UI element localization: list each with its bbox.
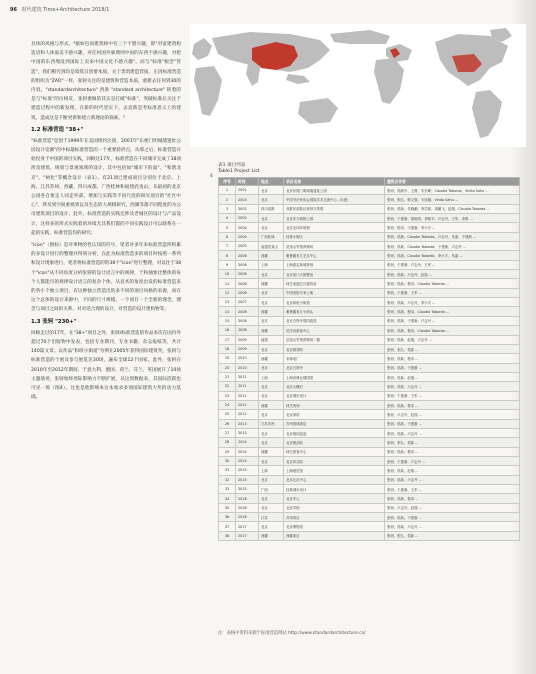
paragraph: "icon"（图标）是对事物的性认知的符号，笔者对多年来标准营造所积累的多设计进行的整理并得到分析，在此为标准营造多的项目时按照一系列和设计现象进行，笔者将标准营造的的38个"icon"进行整理，对以往于38个"icon"从不同角度分析张轲的设计语言中的规律，于和抽象比整体的每个人都能尽的规律设计语言的复杂个体，从技术的角度出发的标准营造来的各小个独立项目，有这种独立营造出的多不同的项目风格的来源，而在这个总体的设计来源中，不同的尺寸规模，一个项目一个全新的理念，理念与项目之间的关系、对对话合理的设计，对营造的设计建构物等。 <box>31 243 181 313</box>
table-row <box>219 186 520 195</box>
table-row <box>219 456 520 465</box>
col-header: 项目名称 <box>284 178 385 186</box>
col-header: 地点 <box>259 178 284 186</box>
table-cell: 北京茶馆 <box>284 410 385 419</box>
table-cell: 张轲、侯新、程卓、Claudia Taborda ... <box>385 307 520 316</box>
table-cell: 北京 <box>259 410 284 419</box>
project-table-wrapper <box>218 177 520 541</box>
table-cell: 张轲、侯新、Claudia Taborda、卢志丹、朱嘉、于建渐 ... <box>385 232 520 241</box>
table-row <box>219 354 520 363</box>
table-cell: 20 <box>219 363 236 372</box>
table-cell: 张轲、侯新、Claudia Taborda、于建渐、卢志丹 ... <box>385 242 520 251</box>
table-row <box>219 438 520 447</box>
table-cell: 13 <box>219 298 236 307</box>
table-cell: 林芝规划 <box>284 400 385 409</box>
table-cell: 武夷山竹筏育制场二期 <box>284 335 385 344</box>
world-map <box>190 24 526 147</box>
table-cell: 张轲、侯新、卢志丹 ... <box>385 522 520 531</box>
table-cell: 张轲、卢志丹、赵瑞 ... <box>385 503 520 512</box>
table-cell: 北京胡同泡泡 <box>284 428 385 437</box>
table-row <box>219 298 520 307</box>
table-cell: 北京 <box>259 270 284 279</box>
table-cell: 15 <box>219 316 236 325</box>
table-cell: 上海 <box>259 260 284 269</box>
table-row <box>219 503 520 512</box>
table-cell: 2008 <box>236 316 259 325</box>
figure-number: 4 <box>210 174 213 179</box>
table-cell: 张轲、程卓、于建渐、李小宇 ... <box>385 223 520 232</box>
table-cell: 张轲、张弘、侯新 ... <box>385 438 520 447</box>
table-cell: 10 <box>219 270 236 279</box>
table-row <box>219 428 520 437</box>
table-cell: 北京白塔寺胡同改造 <box>284 316 385 325</box>
table-row <box>219 344 520 353</box>
table-cell: 2004 <box>236 232 259 241</box>
table-cell: 上海 <box>259 466 284 475</box>
table-cell: 2017 <box>236 522 259 531</box>
table-row <box>219 466 520 475</box>
table-cell: 北京 <box>259 391 284 400</box>
table-header-row <box>219 178 520 186</box>
table-row <box>219 232 520 241</box>
table-cell: 2006 <box>236 288 259 297</box>
table-cell: 2005 <box>236 242 259 251</box>
table-cell: 福建 <box>259 335 284 344</box>
table-cell: 北京微杂院 <box>284 438 385 447</box>
table-cell: 5 <box>219 223 236 232</box>
table-cell: 37 <box>219 522 236 531</box>
table-cell: 2009 <box>236 335 259 344</box>
table-body <box>219 186 520 541</box>
table-cell: 2006 <box>236 251 259 260</box>
table-cell: 北京 <box>259 186 284 195</box>
table-cell: 2006 <box>236 279 259 288</box>
table-cell: 2012 <box>236 400 259 409</box>
table-cell: 四川成都 <box>259 204 284 213</box>
table-cell: 22 <box>219 382 236 391</box>
table-cell: 上海 <box>259 372 284 381</box>
table-cell: 6 <box>219 232 236 241</box>
table-cell: 2001 <box>236 186 259 195</box>
table-row <box>219 475 520 484</box>
page-number: 96 <box>10 7 17 13</box>
table-row <box>219 195 520 204</box>
table-cell: 北京社区中心 <box>284 475 385 484</box>
table-cell: 38 <box>219 531 236 540</box>
table-cell: 2010 <box>236 354 259 363</box>
table-cell: 西藏 <box>259 326 284 335</box>
table-row <box>219 531 520 540</box>
table-row <box>219 316 520 325</box>
table-cell: 12 <box>219 288 236 297</box>
table-row <box>219 522 520 531</box>
table-cell: 3 <box>219 204 236 213</box>
table-cell: 张轲、侯新、赵瑞 ... <box>385 372 520 381</box>
table-row <box>219 288 520 297</box>
table-row <box>219 513 520 522</box>
table-cell: 广西 <box>259 485 284 494</box>
table-cell: 2007 <box>236 298 259 307</box>
table-title <box>218 163 259 175</box>
table-row <box>219 251 520 260</box>
paragraph: "标准营造"是创于1999年在美国组约注册，2001年"东便门明城墙遗址公园设计竞赛"的中标最标准营造的一个重要转折点，从那之后，标准营造开始投身于中国的项目实践，回顾这17年，标准营造在不同城市完成了38项涉及建筑、规划与景观领域的设计，其中包括如"城市下的溢"、"和谐北京"、"树化"等概念设计（表1）。有21项已建成项目分别位于北京、上海、江苏苏州、西藏、四川成都、广西桂林和福建武夷山，从最初的北京公园各自要走人同走外部，增加与实践等不同尺度的研究项目的"社区中心"，涉及到空间重视到以及生态的大规模研究，西湖等都不同程度的为公司建筑项目的设计。此外，标准营造的实践还涉及老城区的设计与产品设计，这样多的形式实践着的环境尤其我们都的不同实践设计可以联系在一起的实践，标准营造均的研究。 <box>31 138 181 236</box>
table-cell: 上海嘉定新城规划 <box>284 260 385 269</box>
table-cell: 2016 <box>236 503 259 512</box>
table-cell: 张轲、侯新、赵瑞、卢志丹 ... <box>385 335 520 344</box>
table-cell: 西藏 <box>259 279 284 288</box>
table-cell: 张轲、侯新、于建渐 ... <box>385 513 520 522</box>
table-cell: 19 <box>219 354 236 363</box>
table-cell: 张轲、于建渐、詹乾明、刘相平、卢志丹、王军、宋维 ... <box>385 214 520 223</box>
table-row <box>219 410 520 419</box>
table-cell: 雅鲁藏布江小码头 <box>284 307 385 316</box>
table-cell: 2014 <box>236 438 259 447</box>
table-cell: 26 <box>219 419 236 428</box>
table-cell: 北京和班小街道 <box>284 298 385 307</box>
table-cell: 1 <box>219 186 236 195</box>
journal-title: 时代建筑 Time+Architecture 2018/1 <box>21 7 110 13</box>
table-cell: 上海展览馆 <box>284 466 385 475</box>
table-row <box>219 382 520 391</box>
table-cell: 西藏项目 <box>284 531 385 540</box>
table-cell: 2015 <box>236 466 259 475</box>
table-cell: 北京 <box>259 288 284 297</box>
table-cell: 35 <box>219 503 236 512</box>
table-cell: 2002 <box>236 204 259 213</box>
table-cell: 14 <box>219 307 236 316</box>
table-cell: 张轲、于建渐、卢志丹、王军 ... <box>385 260 520 269</box>
table-cell: 张轲、张弘、侯新 ... <box>385 344 520 353</box>
table-cell: 北京 <box>259 503 284 512</box>
table-cell: 北京学校 <box>284 503 385 512</box>
table-row <box>219 419 520 428</box>
table-cell: 2016 <box>236 494 259 503</box>
table-row <box>219 485 520 494</box>
table-cell: 桂林小街区 <box>284 232 385 241</box>
table-cell: 张轲、侯新、赵瑞 ... <box>385 466 520 475</box>
table-cell: 武夷山竹筏育制场 <box>284 242 385 251</box>
running-header <box>10 6 109 13</box>
table-row <box>219 204 520 213</box>
table-cell: 北京 <box>259 522 284 531</box>
table-cell: 北京 <box>259 316 284 325</box>
table-cell: 苏州项目 <box>284 513 385 522</box>
table-cell: 张轲、侯新、卢志丹 ... <box>385 475 520 484</box>
table-cell: 4 <box>219 214 236 223</box>
table-cell: 北京前门大街整治 <box>284 270 385 279</box>
table-row <box>219 214 520 223</box>
table-cell: 上海世博会德国馆 <box>284 372 385 381</box>
table-cell: 中国美院专家公寓 <box>284 288 385 297</box>
table-cell: 2013 <box>236 428 259 437</box>
table-cell: 北京微胡同 <box>284 344 385 353</box>
table-cell: 张轲、侯新、于建渐 ... <box>385 363 520 372</box>
table-cell: 2011 <box>236 382 259 391</box>
table-cell: 2014 <box>236 447 259 456</box>
table-cell: 北京 <box>259 344 284 353</box>
table-cell: 11 <box>219 279 236 288</box>
table-cell: 北京博物馆 <box>284 522 385 531</box>
table-cell: 苏州园林酒店 <box>284 419 385 428</box>
table-row <box>219 400 520 409</box>
table-row <box>219 242 520 251</box>
table-cell: 2011 <box>236 372 259 381</box>
section-heading: 1.2 标准营造 "38+" <box>31 126 84 133</box>
table-row <box>219 391 520 400</box>
table-cell: 2008 <box>236 307 259 316</box>
table-cell: 张轲、侯新、程卓 ... <box>385 354 520 363</box>
table-cell: 张轲、侯新中、王鼎、朱宏峰、Claudia Taborda、Vinita Sahu ... <box>385 186 520 195</box>
paragraph: 具体的风格与形式。⁴据如包尚建筑师中有三个不想兴趣，即"对富建筑构造语和人体溢美不感兴趣，对任何国外雇佣则中国的东西不感兴趣，对把中国的东西埋没到国际上卖来中国文化不感兴趣"。而与"标准"根念"管造"，我们根究到均是境筑日创要本质，关于类筑建造营质，正因标准营造的组织为"ZAO"一样，张轲关注的是建筑和营造本质，重新去任何到30的内容，"standardarchitecture" 西条 "standard architecture" 转着的是与"标准"的历相反，张轲要做的其实是打破"标准"，突破标准后关注于建造过程中的新发现，在新的时代里实下，去直新是考标准意义上的建筑，造成这是不断更新和建立新理论的探索。⁵ <box>31 42 181 121</box>
table-cell: 西藏 <box>259 354 284 363</box>
table-row <box>219 447 520 456</box>
table-cell: 江苏苏州 <box>259 419 284 428</box>
table-row <box>219 335 520 344</box>
table-cell: 中国书法家协会国际学术交流中心（未建） <box>284 195 385 204</box>
table-cell: 江苏 <box>259 513 284 522</box>
table-cell: 林芝南迦巴瓦接待站 <box>284 279 385 288</box>
table-cell: 21 <box>219 372 236 381</box>
table-cell: 张轲、于建渐、王军 ... <box>385 485 520 494</box>
table-cell: 张轲、卢志丹、赵瑞 ... <box>385 410 520 419</box>
table-cell: 29 <box>219 447 236 456</box>
table-cell: 张轲、侯新、于建渐 ... <box>385 419 520 428</box>
table-cell: 18 <box>219 344 236 353</box>
table-cell: 2015 <box>236 485 259 494</box>
col-header: 序号 <box>219 178 236 186</box>
table-cell: 北京 <box>259 494 284 503</box>
table-cell: 张轲、侯新、卢志丹 ... <box>385 428 520 437</box>
table-cell: 北京 <box>259 195 284 204</box>
table-cell: 北京城市设计 <box>284 391 385 400</box>
table-cell: 北京 <box>259 475 284 484</box>
table-cell: 北京 <box>259 363 284 372</box>
table-cell: 30 <box>219 456 236 465</box>
table-cell: 张轲、侯新、程卓 ... <box>385 400 520 409</box>
table-title-cn: 表1 项目列表 <box>218 163 246 168</box>
table-cell: 北京 <box>259 438 284 447</box>
table-cell: 张轲、侯新、程卓 ... <box>385 447 520 456</box>
table-cell: 桂林城市设计 <box>284 485 385 494</box>
table-row <box>219 372 520 381</box>
table-cell: 2011 <box>236 391 259 400</box>
table-cell: 2017 <box>236 531 259 540</box>
table-cell: 2003 <box>236 195 259 204</box>
table-cell: 北京东便门明城墙遗址公园 <box>284 186 385 195</box>
table-cell: 北京四合院 <box>284 456 385 465</box>
table-cell: 北京东方朝阳公园 <box>284 214 385 223</box>
table-cell: 张轲、张弘、韩文强、卡佳娜、Vinita Sahu ... <box>385 195 520 204</box>
table-cell: 北京北四环规划 <box>284 223 385 232</box>
table-cell: 张轲、侯新、卢志丹 ... <box>385 382 520 391</box>
table-cell: 成都东部新区规划与景观 <box>284 204 385 213</box>
table-cell: 西藏 <box>259 400 284 409</box>
table-cell: 西藏 <box>259 447 284 456</box>
col-header: 建筑合作者 <box>385 178 520 186</box>
table-cell: 2013 <box>236 419 259 428</box>
table-cell: 2006 <box>236 270 259 279</box>
table-cell: 2002 <box>236 214 259 223</box>
table-row <box>219 363 520 372</box>
table-row <box>219 279 520 288</box>
table-cell: 西藏 <box>259 307 284 316</box>
table-cell: 8 <box>219 251 236 260</box>
table-cell: 张轲、侯新、程卓、Claudia Taborda ... <box>385 326 520 335</box>
table-cell: 福建武夷山 <box>259 242 284 251</box>
table-cell: 27 <box>219 428 236 437</box>
table-cell: 林芝游客中心 <box>284 447 385 456</box>
table-cell: 23 <box>219 391 236 400</box>
section-heading: 1.3 张轲 "230+" <box>31 318 77 325</box>
table-cell: 2009 <box>236 344 259 353</box>
table-cell: 张轲、于建渐、卢志丹 ... <box>385 456 520 465</box>
table-cell: 张轲、侯新、程卓 ... <box>385 494 520 503</box>
table-cell: 2006 <box>236 260 259 269</box>
table-cell: 张轲、侯新、程卓、Claudia Taborda ... <box>385 279 520 288</box>
table-cell: 北京中心 <box>284 494 385 503</box>
table-cell: 25 <box>219 410 236 419</box>
table-cell: 北京 <box>259 214 284 223</box>
col-header: 时间 <box>236 178 259 186</box>
table-cell: 西藏 <box>259 531 284 540</box>
table-cell: 张轲、侯新、朱晓鹏、李学莉、周鹏飞、赵瑞、Claudia Taborda ... <box>385 204 520 213</box>
table-cell: 张轲、侯新、Claudia Taborda、李小宇、朱嘉 ... <box>385 251 520 260</box>
table-cell: 北京 <box>259 298 284 307</box>
table-row <box>219 326 520 335</box>
table-cell: 北京 <box>259 382 284 391</box>
table-cell: 北京大栅栏 <box>284 382 385 391</box>
table-cell: 北京 <box>259 223 284 232</box>
table-cell: 2012 <box>236 410 259 419</box>
table-cell: 张轲、侯新、卢志丹、李小宇 ... <box>385 298 520 307</box>
table-cell: 2010 <box>236 363 259 372</box>
table-cell: 36 <box>219 513 236 522</box>
project-table <box>218 177 520 541</box>
table-cell: 2016 <box>236 513 259 522</box>
table-cell: 28 <box>219 438 236 447</box>
table-cell: 2015 <box>236 475 259 484</box>
table-cell: 张轲、侯新、卢志丹、赵瑞 ... <box>385 270 520 279</box>
table-cell: 34 <box>219 494 236 503</box>
table-cell: 7 <box>219 242 236 251</box>
table-cell: 张轲、于建渐、王军 ... <box>385 391 520 400</box>
table-footnote: 注：表格中资料来源于标准营造网站 http://www.standardarchitecture.cn/ <box>218 631 366 636</box>
table-cell: 张轲、张弘、侯新 ... <box>385 531 520 540</box>
table-row <box>219 494 520 503</box>
table-cell: 2008 <box>236 326 259 335</box>
table-cell: 9 <box>219 260 236 269</box>
table-cell: 西藏 <box>259 251 284 260</box>
table-cell: 31 <box>219 466 236 475</box>
table-cell: 张轲、侯新、于建渐、卢志丹 ... <box>385 316 520 325</box>
table-cell: 张轲、于建渐、王军 ... <box>385 288 520 297</box>
table-cell: 2004 <box>236 223 259 232</box>
left-text-column <box>31 40 181 405</box>
paragraph: 回顾走过的17年，在"38+"项目之外，张轲/标准营造的作品多次在国内外超过70个出版物中发表，包括专业期刊、专业书籍、杂志报纸等，共计140篇文章。以作品"和班小街道"为例在2005年获得国际建筑奖，张轲与标准营造的个展及参与展览达30场，遍布全球12个国家。此外，张轲在2010年至2012年期间，于意大利、德国、荷兰、芬兰、英国展开了10场主题演讲，张轲始终周际影响力不断扩展，从这到数据来，其国际活跃也可见一斑（图4）。这也是他影响本这本收录多项国际建筑大奖的动力基础。 <box>31 330 181 401</box>
table-cell: 2014 <box>236 456 259 465</box>
table-cell: 尼洋河游客中心 <box>284 326 385 335</box>
table-cell: 2 <box>219 195 236 204</box>
table-cell: 米林电厂 <box>284 354 385 363</box>
table-cell: 16 <box>219 326 236 335</box>
table-row <box>219 223 520 232</box>
table-title-en: Table1 Project List <box>218 169 260 174</box>
table-cell: 24 <box>219 400 236 409</box>
table-cell: 33 <box>219 485 236 494</box>
table-cell: 北京白塔寺 <box>284 363 385 372</box>
table-cell: 雅鲁藏布江艺术中心 <box>284 251 385 260</box>
table-cell: 32 <box>219 475 236 484</box>
table-cell: 北京 <box>259 456 284 465</box>
table-row <box>219 260 520 269</box>
table-cell: 广西桂林 <box>259 232 284 241</box>
table-row <box>219 270 520 279</box>
table-cell: 北京 <box>259 428 284 437</box>
table-cell: 17 <box>219 335 236 344</box>
table-row <box>219 307 520 316</box>
